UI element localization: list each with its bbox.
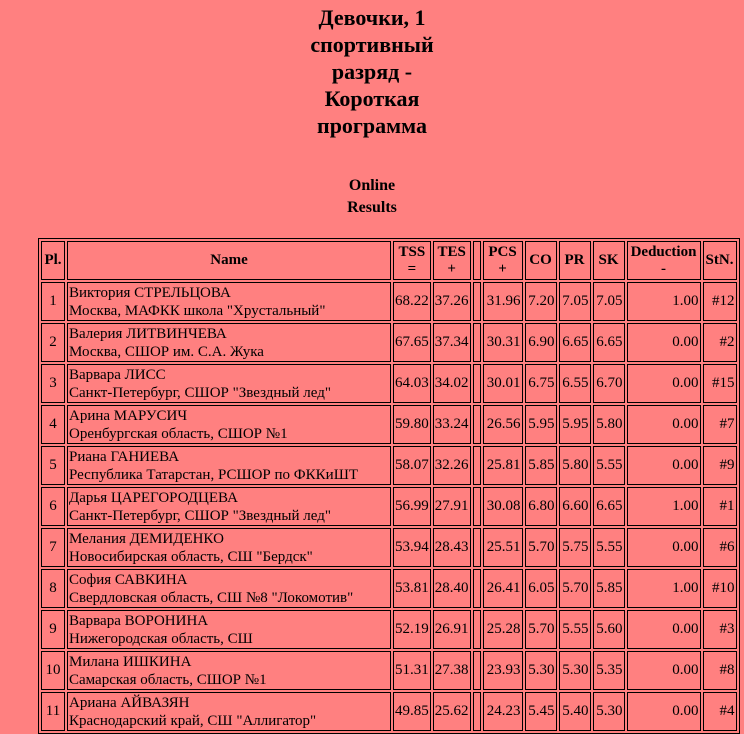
cell-co: 7.20: [525, 282, 557, 321]
cell-tss: 59.80: [393, 405, 431, 444]
results-body: [41, 282, 737, 731]
col-header-gap: [473, 241, 481, 280]
cell-stn: #6: [703, 528, 737, 567]
cell-name: [67, 487, 391, 526]
cell-pr: 5.70: [559, 569, 591, 608]
cell-name: [67, 528, 391, 567]
table-row: [41, 323, 737, 362]
cell-tss: 68.22: [393, 282, 431, 321]
cell-co: 6.80: [525, 487, 557, 526]
cell-sk: 5.35: [593, 651, 625, 690]
cell-co: 5.70: [525, 610, 557, 649]
cell-stn: #7: [703, 405, 737, 444]
title-line: спортивный: [310, 32, 434, 57]
col-header-place: Pl.: [41, 241, 65, 280]
title-line: Короткая: [324, 86, 420, 111]
cell-sk: 5.60: [593, 610, 625, 649]
cell-tss: 49.85: [393, 692, 431, 731]
skater-name: Варвара ВОРОНИНА: [69, 612, 209, 629]
table-row: [41, 446, 737, 485]
cell-co: 5.95: [525, 405, 557, 444]
cell-pr: 6.55: [559, 364, 591, 403]
cell-deduction: 1.00: [627, 282, 701, 321]
cell-sk: 5.80: [593, 405, 625, 444]
cell-deduction: 0.00: [627, 651, 701, 690]
cell-sk: 6.65: [593, 323, 625, 362]
cell-place: 8: [41, 569, 65, 608]
cell-name: [67, 364, 391, 403]
cell-tes: 27.38: [433, 651, 471, 690]
cell-place: 5: [41, 446, 65, 485]
col-header-co: CO: [525, 241, 557, 280]
cell-tss: 64.03: [393, 364, 431, 403]
skater-name: Арина МАРУСИЧ: [69, 407, 188, 424]
cell-deduction: 0.00: [627, 692, 701, 731]
table-row: [41, 692, 737, 731]
cell-pcs: 26.41: [483, 569, 523, 608]
cell-name: [67, 651, 391, 690]
cell-stn: #3: [703, 610, 737, 649]
col-header-stn: StN.: [703, 241, 737, 280]
results-subtitle: [312, 175, 432, 219]
table-row: [41, 364, 737, 403]
cell-tss: 52.19: [393, 610, 431, 649]
skater-name: Милана ИШКИНА: [69, 653, 192, 670]
skater-name: Валерия ЛИТВИНЧЕВА: [69, 325, 227, 342]
skater-club: Оренбургская область, СШОР №1: [69, 425, 288, 442]
cell-tes: 33.24: [433, 405, 471, 444]
cell-pr: 5.40: [559, 692, 591, 731]
cell-pcs: 25.28: [483, 610, 523, 649]
cell-pcs: 25.81: [483, 446, 523, 485]
cell-sk: 5.55: [593, 446, 625, 485]
cell-place: 4: [41, 405, 65, 444]
cell-place: 11: [41, 692, 65, 731]
cell-sk: 5.55: [593, 528, 625, 567]
page-title: [272, 0, 472, 139]
cell-tes: 25.62: [433, 692, 471, 731]
cell-name: [67, 692, 391, 731]
cell-tes: 32.26: [433, 446, 471, 485]
cell-name: [67, 569, 391, 608]
skater-club: Новосибирская область, СШ "Бердск": [69, 548, 313, 565]
skater-club: Нижегородская область, СШ: [69, 630, 253, 647]
cell-gap: [473, 610, 481, 649]
cell-deduction: 0.00: [627, 405, 701, 444]
cell-tes: 28.40: [433, 569, 471, 608]
cell-pr: 5.80: [559, 446, 591, 485]
cell-place: 10: [41, 651, 65, 690]
cell-name: [67, 610, 391, 649]
col-header-tss: [393, 241, 431, 280]
col-header-deduction: [627, 241, 701, 280]
skater-club: Москва, МАФКК школа "Хрустальный": [69, 302, 326, 319]
cell-pr: 5.30: [559, 651, 591, 690]
cell-gap: [473, 282, 481, 321]
pcs-label: PCS: [488, 243, 517, 260]
cell-tss: 58.07: [393, 446, 431, 485]
cell-gap: [473, 323, 481, 362]
cell-co: 6.90: [525, 323, 557, 362]
cell-gap: [473, 364, 481, 403]
deduction-label: Deduction: [630, 243, 697, 260]
pcs-sign: +: [498, 260, 507, 277]
skater-club: Республика Татарстан, РСШОР по ФККиШТ: [69, 466, 358, 483]
skater-name: Риана ГАНИЕВА: [69, 448, 180, 465]
cell-pr: 5.95: [559, 405, 591, 444]
col-header-sk: SK: [593, 241, 625, 280]
skater-club: Санкт-Петербург, СШОР "Звездный лед": [69, 507, 331, 524]
deduction-sign: -: [661, 260, 666, 277]
cell-place: 2: [41, 323, 65, 362]
cell-place: 3: [41, 364, 65, 403]
header-row: [41, 241, 737, 280]
cell-co: 5.30: [525, 651, 557, 690]
skater-name: Варвара ЛИСС: [69, 366, 166, 383]
cell-place: 1: [41, 282, 65, 321]
cell-tss: 53.81: [393, 569, 431, 608]
col-header-name: Name: [67, 241, 391, 280]
cell-pr: 6.60: [559, 487, 591, 526]
cell-pr: 5.55: [559, 610, 591, 649]
tes-sign: +: [447, 260, 456, 277]
cell-sk: 5.85: [593, 569, 625, 608]
skater-club: Самарская область, СШОР №1: [69, 671, 267, 688]
cell-gap: [473, 569, 481, 608]
table-row: [41, 569, 737, 608]
cell-name: [67, 323, 391, 362]
cell-tss: 67.65: [393, 323, 431, 362]
cell-co: 6.05: [525, 569, 557, 608]
cell-co: 5.45: [525, 692, 557, 731]
cell-tss: 56.99: [393, 487, 431, 526]
cell-co: 5.85: [525, 446, 557, 485]
skater-name: София САВКИНА: [69, 571, 188, 588]
cell-pcs: 26.56: [483, 405, 523, 444]
cell-deduction: 1.00: [627, 487, 701, 526]
cell-deduction: 0.00: [627, 364, 701, 403]
cell-sk: 5.30: [593, 692, 625, 731]
cell-pr: 7.05: [559, 282, 591, 321]
cell-pcs: 30.31: [483, 323, 523, 362]
col-header-pcs: [483, 241, 523, 280]
cell-gap: [473, 651, 481, 690]
skater-name: Мелания ДЕМИДЕНКО: [69, 530, 224, 547]
cell-pcs: 25.51: [483, 528, 523, 567]
subtitle-line: Online: [348, 177, 396, 194]
cell-gap: [473, 446, 481, 485]
cell-pr: 5.75: [559, 528, 591, 567]
cell-tss: 51.31: [393, 651, 431, 690]
col-header-tes: [433, 241, 471, 280]
cell-pcs: 30.08: [483, 487, 523, 526]
cell-pcs: 24.23: [483, 692, 523, 731]
skater-club: Санкт-Петербург, СШОР "Звездный лед": [69, 384, 331, 401]
cell-name: [67, 282, 391, 321]
title-line: программа: [317, 113, 427, 138]
cell-pr: 6.65: [559, 323, 591, 362]
cell-sk: 6.65: [593, 487, 625, 526]
cell-deduction: 0.00: [627, 446, 701, 485]
cell-stn: #1: [703, 487, 737, 526]
cell-deduction: 0.00: [627, 323, 701, 362]
cell-tes: 26.91: [433, 610, 471, 649]
cell-place: 7: [41, 528, 65, 567]
table-row: [41, 610, 737, 649]
cell-gap: [473, 487, 481, 526]
cell-tes: 28.43: [433, 528, 471, 567]
table-row: [41, 282, 737, 321]
tss-sign: =: [407, 260, 417, 277]
subtitle-line: Results: [347, 199, 397, 216]
cell-gap: [473, 405, 481, 444]
skater-name: Виктория СТРЕЛЬЦОВА: [69, 284, 231, 301]
cell-place: 6: [41, 487, 65, 526]
cell-stn: #10: [703, 569, 737, 608]
cell-gap: [473, 528, 481, 567]
cell-co: 5.70: [525, 528, 557, 567]
cell-tes: 34.02: [433, 364, 471, 403]
cell-stn: #2: [703, 323, 737, 362]
skater-name: Ариана АЙВАЗЯН: [69, 694, 190, 711]
cell-tes: 37.34: [433, 323, 471, 362]
results-table: [38, 238, 740, 734]
cell-co: 6.75: [525, 364, 557, 403]
cell-sk: 6.70: [593, 364, 625, 403]
cell-pcs: 30.01: [483, 364, 523, 403]
cell-stn: #12: [703, 282, 737, 321]
skater-club: Свердловская область, СШ №8 "Локомотив": [69, 589, 354, 606]
skater-name: Дарья ЦАРЕГОРОДЦЕВА: [69, 489, 238, 506]
cell-deduction: 0.00: [627, 610, 701, 649]
cell-tes: 37.26: [433, 282, 471, 321]
tes-label: TES: [437, 243, 466, 260]
skater-club: Москва, СШОР им. С.А. Жука: [69, 343, 264, 360]
cell-stn: #9: [703, 446, 737, 485]
col-header-pr: PR: [559, 241, 591, 280]
skater-club: Краснодарский край, СШ "Аллигатор": [69, 712, 317, 729]
tss-label: TSS: [398, 243, 426, 260]
title-line: разряд -: [331, 59, 413, 84]
cell-tes: 27.91: [433, 487, 471, 526]
cell-name: [67, 446, 391, 485]
cell-stn: #8: [703, 651, 737, 690]
cell-place: 9: [41, 610, 65, 649]
cell-pcs: 31.96: [483, 282, 523, 321]
cell-pcs: 23.93: [483, 651, 523, 690]
cell-tss: 53.94: [393, 528, 431, 567]
cell-stn: #15: [703, 364, 737, 403]
cell-name: [67, 405, 391, 444]
cell-stn: #4: [703, 692, 737, 731]
cell-gap: [473, 692, 481, 731]
table-row: [41, 651, 737, 690]
table-row: [41, 405, 737, 444]
table-row: [41, 487, 737, 526]
title-line: Девочки, 1: [318, 5, 426, 30]
table-row: [41, 528, 737, 567]
cell-deduction: 1.00: [627, 569, 701, 608]
cell-sk: 7.05: [593, 282, 625, 321]
cell-deduction: 0.00: [627, 528, 701, 567]
